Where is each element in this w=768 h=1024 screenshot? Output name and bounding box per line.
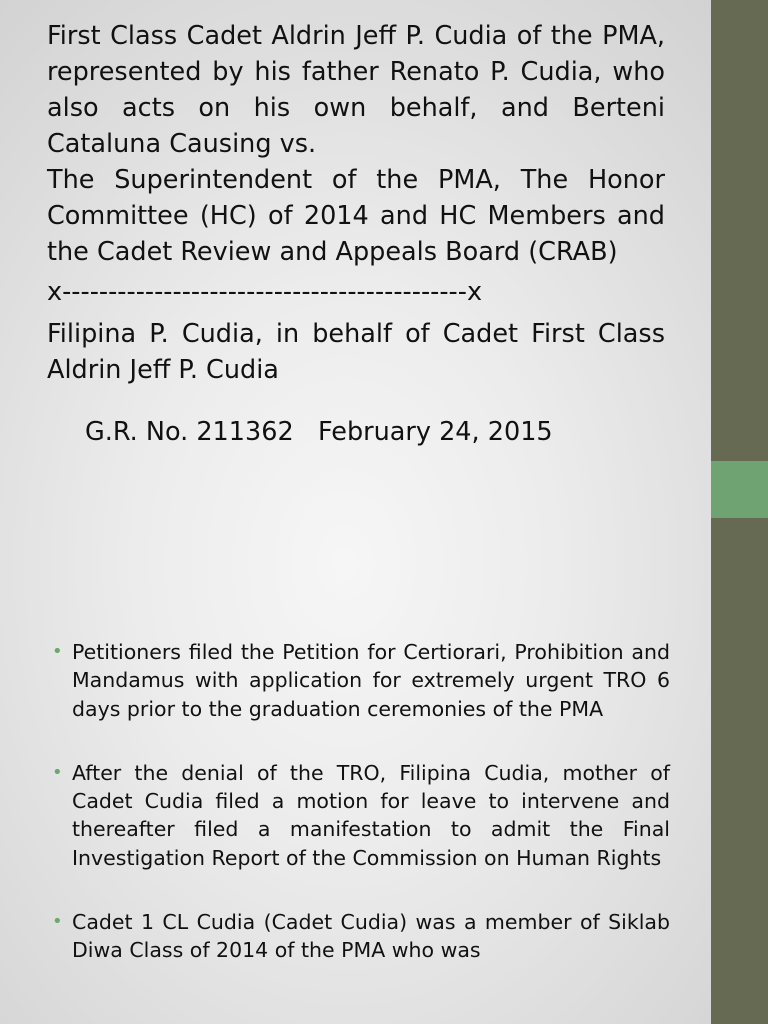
case-title — [47, 18, 665, 270]
list-item — [50, 759, 670, 872]
bullet-text: After the denial of the TRO, Filipina Cudia, mother of Cadet Cudia filed a motion for leave to intervene and thereafter filed a manifestation to admit the Final Investigation Report of the Commission on Human Rights — [72, 760, 670, 870]
case-title-petitioners: First Class Cadet Aldrin Jeff P. Cudia of the PMA, represented by his father Renato P. Cudia, who also acts on his own behalf, and Berteni Cataluna Causing vs. — [47, 21, 665, 159]
intervenor-line: Filipina P. Cudia, in behalf of Cadet First Class Aldrin Jeff P. Cudia — [47, 319, 665, 385]
bullet-text: Petitioners filed the Petition for Certiorari, Prohibition and Mandamus with application for extremely urgent TRO 6 days prior to the graduation ceremonies of the PMA — [72, 640, 670, 721]
list-item — [50, 638, 670, 723]
slide-content — [47, 18, 665, 450]
case-number: G.R. No. 211362 February 24, 2015 — [85, 417, 553, 447]
facts-bullet-list — [50, 638, 670, 1001]
slide-side-accent — [711, 461, 768, 518]
bullet-icon: • — [52, 911, 63, 933]
bullet-icon: • — [52, 761, 63, 783]
list-item — [50, 908, 670, 965]
bullet-icon: • — [52, 641, 63, 662]
title-separator: x--------------------------------------------x — [47, 277, 483, 307]
case-title-respondents: The Superintendent of the PMA, The Honor Committee (HC) of 2014 and HC Members and the Cadet Review and Appeals Board (CRAB) — [47, 165, 665, 267]
bullet-text: Cadet 1 CL Cudia (Cadet Cudia) was a member of Siklab Diwa Class of 2014 of the PMA who was — [72, 910, 670, 963]
